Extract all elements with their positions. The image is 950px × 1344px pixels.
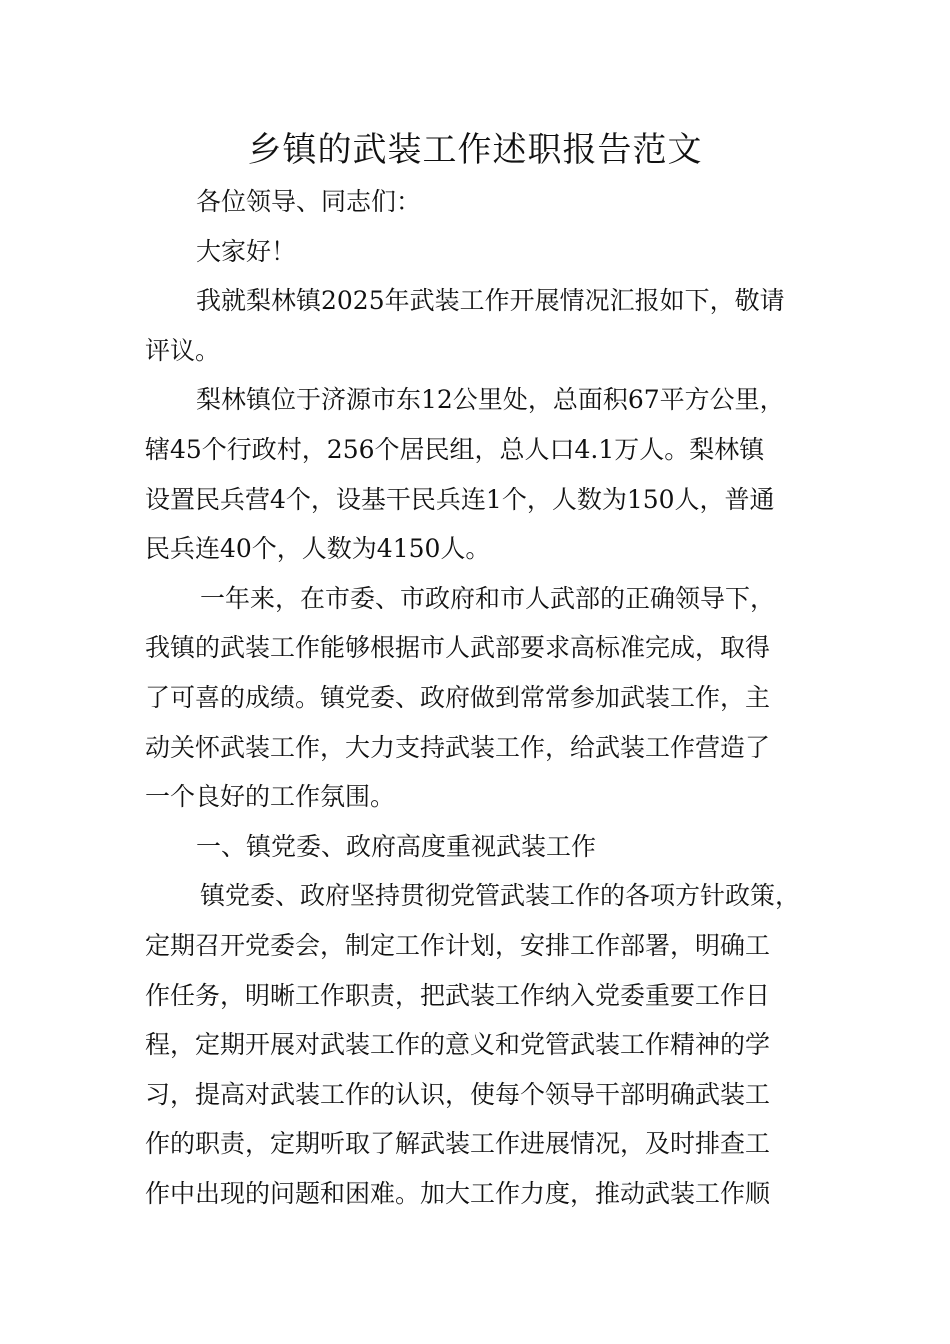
section-heading: 一、镇党委、政府高度重视武装工作 [196,832,597,861]
paragraph-line: 民兵连40个，人数为4150人。 [145,534,491,563]
paragraph-line: 镇党委、政府坚持贯彻党管武装工作的各项方针政策， [200,881,801,910]
paragraph-line: 辖45个行政村，256个居民组，总人口4.1万人。梨林镇 [145,435,765,464]
paragraph-line: 了可喜的成绩。镇党委、政府做到常常参加武装工作，主 [145,683,771,712]
greeting: 大家好！ [196,237,297,266]
paragraph-line: 一个良好的工作氛围。 [145,782,396,811]
paragraph-line: 习，提高对武装工作的认识，使每个领导干部明确武装工 [145,1080,771,1109]
paragraph-line: 一年来，在市委、市政府和市人武部的正确领导下， [200,584,776,613]
paragraph-line: 作任务，明晰工作职责，把武装工作纳入党委重要工作日 [145,981,771,1010]
salutation: 各位领导、同志们： [196,187,422,216]
paragraph-line: 作的职责，定期听取了解武装工作进展情况，及时排查工 [145,1129,771,1158]
paragraph-line: 我就梨林镇2025年武装工作开展情况汇报如下，敬请 [196,286,785,315]
paragraph-line: 梨林镇位于济源市东12公里处，总面积67平方公里， [196,385,785,414]
paragraph-line: 程，定期开展对武装工作的意义和党管武装工作精神的学 [145,1030,771,1059]
paragraph-line: 我镇的武装工作能够根据市人武部要求高标准完成，取得 [145,633,771,662]
paragraph-line: 作中出现的问题和困难。加大工作力度，推动武装工作顺 [145,1179,771,1208]
document-title: 乡镇的武装工作述职报告范文 [247,130,703,170]
paragraph-line: 动关怀武装工作，大力支持武装工作，给武装工作营造了 [145,733,771,762]
paragraph-line: 设置民兵营4个，设基干民兵连1个，人数为150人，普通 [145,485,775,514]
paragraph-line: 定期召开党委会，制定工作计划，安排工作部署，明确工 [145,931,771,960]
paragraph-line: 评议。 [145,336,221,365]
